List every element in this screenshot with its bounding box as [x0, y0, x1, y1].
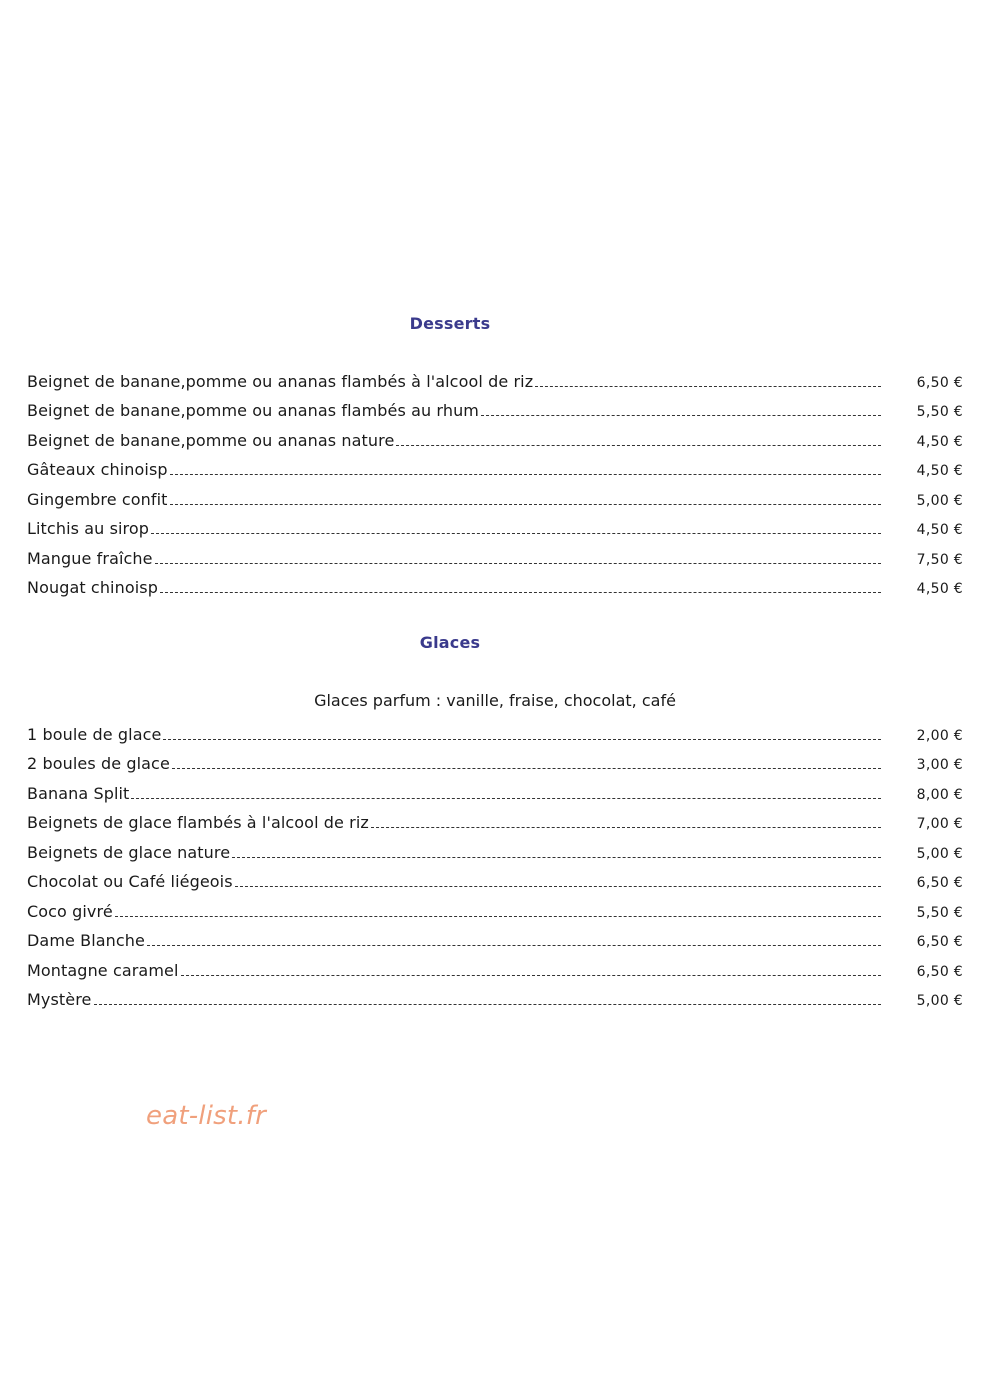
menu-item-name: 2 boules de glace: [27, 754, 170, 773]
menu-item-name: Gâteaux chinoisp: [27, 460, 168, 479]
menu-item: [27, 722, 963, 752]
menu-item-name: 1 boule de glace: [27, 724, 162, 744]
menu-item: [27, 929, 963, 959]
menu-item-price: 6,50 €: [916, 875, 963, 891]
menu-item-price: 3,00 €: [916, 757, 963, 773]
menu-item: [27, 399, 963, 429]
menu-item-name: Beignets de glace flambés à l'alcool de riz: [27, 813, 369, 832]
menu-item-price: 4,50 €: [916, 522, 963, 538]
dotted-leader: [163, 722, 911, 752]
menu-item-price: 7,50 €: [916, 551, 963, 568]
menu-item-price: 6,50 €: [916, 934, 963, 950]
desserts-section-title: Desserts: [409, 314, 491, 333]
menu-item: [27, 546, 963, 576]
menu-item-name: Mystère: [27, 990, 92, 1009]
dotted-leader: [535, 369, 911, 399]
eat-list-watermark: eat-list.fr: [146, 1101, 266, 1131]
menu-item-name: Montagne caramel: [27, 960, 179, 980]
dotted-leader: [396, 428, 911, 458]
menu-item: [27, 899, 963, 929]
dotted-leader: [181, 958, 912, 988]
dotted-leader: [371, 811, 911, 841]
dotted-leader: [235, 870, 911, 900]
menu-item: [27, 752, 963, 782]
dotted-leader: [170, 487, 911, 517]
menu-item-price: 5,00 €: [916, 845, 963, 862]
menu-item: [27, 988, 963, 1018]
menu-item-name: Dame Blanche: [27, 931, 145, 950]
dotted-leader: [151, 517, 911, 547]
menu-item: [27, 576, 963, 606]
dotted-leader: [481, 399, 911, 429]
menu-item-name: Beignets de glace nature: [27, 842, 231, 862]
menu-item: [27, 958, 963, 988]
menu-item: [27, 369, 963, 399]
menu-item: [27, 781, 963, 811]
menu-item: [27, 458, 963, 488]
glaces-menu-list: [27, 722, 963, 1017]
menu-item-name: Beignet de banane,pomme ou ananas flambés à l'alcool de riz: [27, 371, 534, 391]
menu-item-price: 4,50 €: [916, 463, 963, 479]
menu-item-price: 5,50 €: [916, 404, 963, 420]
menu-item-name: Beignet de banane,pomme ou ananas nature: [27, 430, 395, 450]
dotted-leader: [160, 576, 911, 606]
glaces-flavors-subtitle: Glaces parfum : vanille, fraise, chocolat, café: [314, 691, 676, 710]
desserts-menu-list: [27, 369, 963, 605]
menu-item-name: Chocolat ou Café liégeois: [27, 872, 233, 891]
menu-item-price: 6,50 €: [916, 963, 963, 980]
menu-item: [27, 428, 963, 458]
dotted-leader: [115, 899, 911, 929]
menu-item: [27, 487, 963, 517]
menu-item-name: Nougat chinoisp: [27, 578, 158, 597]
dotted-leader: [170, 458, 911, 488]
menu-item: [27, 870, 963, 900]
menu-item-price: 6,50 €: [916, 374, 963, 391]
dotted-leader: [155, 546, 911, 576]
dotted-leader: [147, 929, 911, 959]
dotted-leader: [172, 752, 911, 782]
menu-item-price: 5,00 €: [916, 993, 963, 1009]
menu-item-price: 8,00 €: [916, 786, 963, 803]
menu-item-name: Litchis au sirop: [27, 519, 150, 538]
menu-item-name: Mangue fraîche: [27, 548, 153, 568]
menu-item-price: 7,00 €: [916, 816, 963, 832]
menu-item-name: Beignet de banane,pomme ou ananas flambés au rhum: [27, 401, 479, 420]
dotted-leader: [232, 840, 911, 870]
dotted-leader: [94, 988, 912, 1018]
menu-item-price: 5,50 €: [916, 904, 963, 921]
menu-item-price: 2,00 €: [916, 727, 963, 744]
menu-item-price: 5,00 €: [916, 492, 963, 509]
menu-item-name: Coco givré: [27, 901, 113, 921]
menu-item: [27, 840, 963, 870]
menu-item-price: 4,50 €: [916, 433, 963, 450]
dotted-leader: [131, 781, 911, 811]
menu-item-price: 4,50 €: [916, 581, 963, 597]
menu-item-name: Banana Split: [27, 783, 130, 803]
menu-item-name: Gingembre confit: [27, 489, 168, 509]
glaces-section-title: Glaces: [419, 633, 481, 652]
menu-item: [27, 517, 963, 547]
menu-item: [27, 811, 963, 841]
